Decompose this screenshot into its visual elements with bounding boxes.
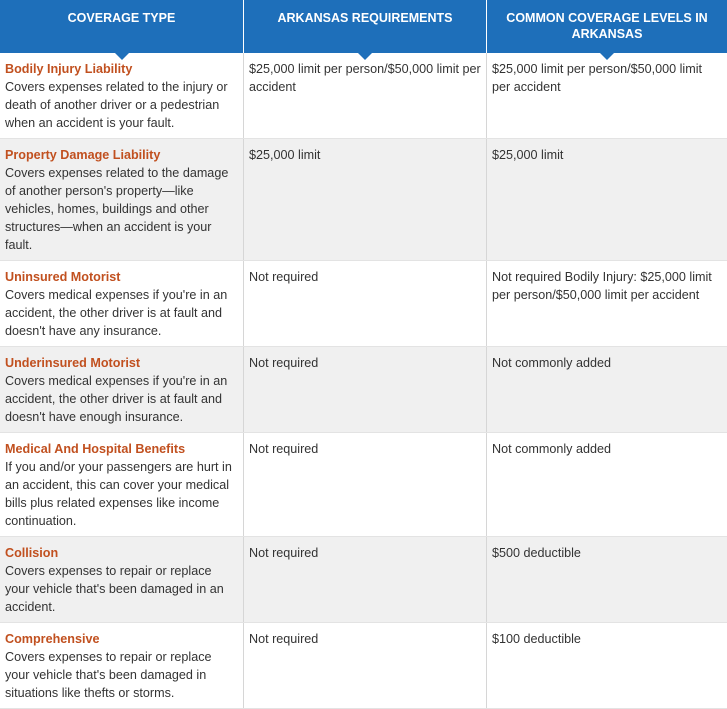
header-pointer-icon bbox=[115, 53, 129, 60]
coverage-cell bbox=[0, 623, 243, 708]
coverage-title: Underinsured Motorist bbox=[5, 356, 141, 370]
coverage-description: Covers expenses related to the damage of another person's property—like vehicles, homes, buildings and other structures—when an accident is your fault. bbox=[5, 166, 229, 252]
requirement-cell: Not required bbox=[243, 347, 486, 432]
table-row bbox=[0, 139, 727, 261]
coverage-title: Uninsured Motorist bbox=[5, 270, 121, 284]
header-common-levels-label: COMMON COVERAGE LEVELS IN ARKANSAS bbox=[506, 11, 708, 41]
table-row bbox=[0, 537, 727, 623]
coverage-title: Bodily Injury Liability bbox=[5, 62, 133, 76]
coverage-cell bbox=[0, 347, 243, 432]
coverage-cell bbox=[0, 261, 243, 346]
header-requirements bbox=[243, 0, 486, 53]
common-level-cell: Not required Bodily Injury: $25,000 limit per person/$50,000 limit per accident bbox=[486, 261, 727, 346]
coverage-description: Covers expenses related to the injury or death of another driver or a pedestrian when an accident is your fault. bbox=[5, 80, 228, 130]
common-level-cell: Not commonly added bbox=[486, 433, 727, 536]
coverage-description: Covers medical expenses if you're in an accident, the other driver is at fault and doesn't have enough insurance. bbox=[5, 374, 228, 424]
coverage-description: Covers expenses to repair or replace your vehicle that's been damaged in situations like thefts or storms. bbox=[5, 650, 212, 700]
header-coverage-type-label: COVERAGE TYPE bbox=[67, 11, 176, 25]
requirement-cell: $25,000 limit bbox=[243, 139, 486, 260]
requirement-cell: Not required bbox=[243, 623, 486, 708]
table-row bbox=[0, 623, 727, 709]
table-row bbox=[0, 53, 727, 139]
header-pointer-icon bbox=[358, 53, 372, 60]
coverage-cell bbox=[0, 537, 243, 622]
table-row bbox=[0, 433, 727, 537]
requirement-cell: Not required bbox=[243, 537, 486, 622]
requirement-cell: Not required bbox=[243, 261, 486, 346]
table-header bbox=[0, 0, 727, 53]
common-level-cell: Not commonly added bbox=[486, 347, 727, 432]
coverage-cell bbox=[0, 139, 243, 260]
coverage-description: If you and/or your passengers are hurt in an accident, this can cover your medical bills plus related expenses like income continuation. bbox=[5, 460, 232, 528]
common-level-cell: $500 deductible bbox=[486, 537, 727, 622]
coverage-title: Comprehensive bbox=[5, 632, 100, 646]
header-coverage-type bbox=[0, 0, 243, 53]
header-common-levels bbox=[486, 0, 727, 53]
table-row bbox=[0, 261, 727, 347]
common-level-cell: $25,000 limit bbox=[486, 139, 727, 260]
coverage-cell bbox=[0, 53, 243, 138]
requirement-cell: Not required bbox=[243, 433, 486, 536]
header-requirements-label: ARKANSAS REQUIREMENTS bbox=[277, 11, 453, 25]
coverage-cell bbox=[0, 433, 243, 536]
coverage-title: Property Damage Liability bbox=[5, 148, 161, 162]
coverage-description: Covers medical expenses if you're in an accident, the other driver is at fault and doesn't have any insurance. bbox=[5, 288, 228, 338]
requirement-cell: $25,000 limit per person/$50,000 limit per accident bbox=[243, 53, 486, 138]
coverage-description: Covers expenses to repair or replace your vehicle that's been damaged in an accident. bbox=[5, 564, 224, 614]
coverage-title: Collision bbox=[5, 546, 59, 560]
coverage-title: Medical And Hospital Benefits bbox=[5, 442, 186, 456]
common-level-cell: $100 deductible bbox=[486, 623, 727, 708]
common-level-cell: $25,000 limit per person/$50,000 limit per accident bbox=[486, 53, 727, 138]
header-pointer-icon bbox=[600, 53, 614, 60]
table-row bbox=[0, 347, 727, 433]
